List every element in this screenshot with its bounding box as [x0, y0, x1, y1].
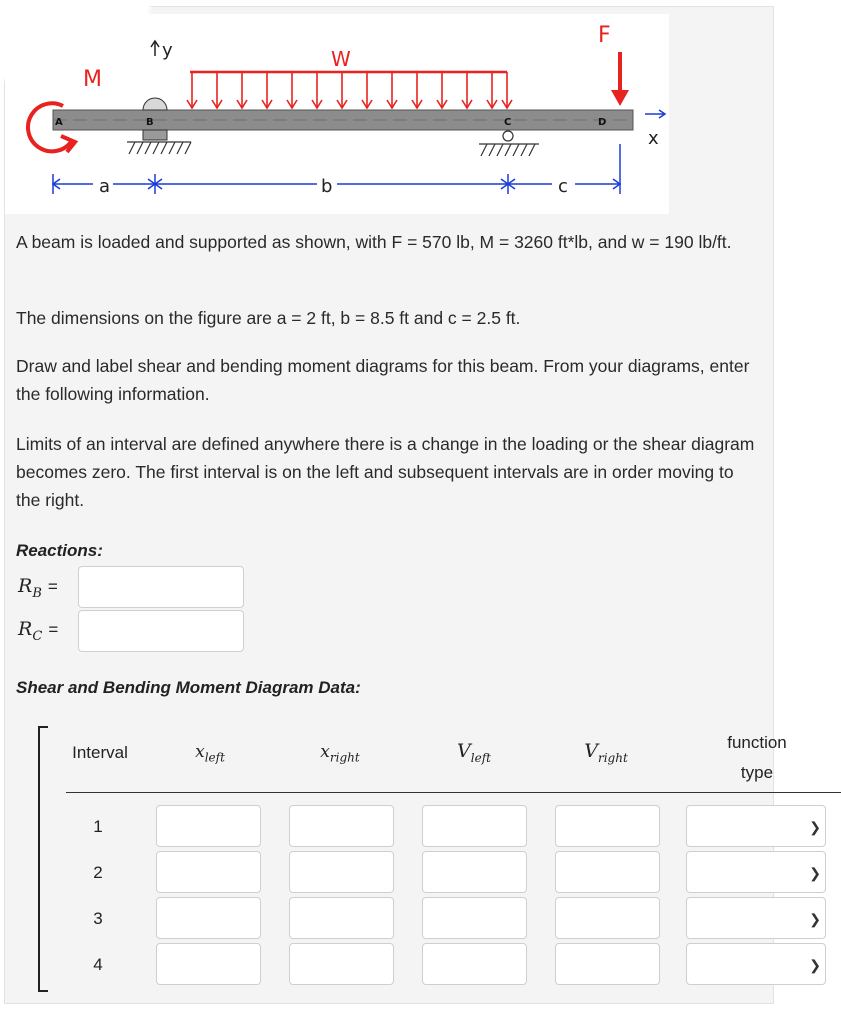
point-b-label: B — [146, 117, 154, 128]
col-header-v-left — [434, 740, 514, 765]
beam-diagram — [5, 14, 669, 214]
chevron-down-icon: ❯ — [809, 819, 821, 835]
x-left-input[interactable] — [156, 805, 261, 847]
x-right-symbol: x — [320, 742, 330, 762]
y-axis-label: y — [162, 40, 173, 61]
interval-number: 1 — [93, 817, 103, 836]
v-left-input[interactable] — [422, 851, 527, 893]
table-bracket — [38, 726, 48, 992]
x-left-subscript: left — [204, 750, 225, 765]
x-right-input[interactable] — [289, 897, 394, 939]
v-left-subscript: left — [470, 750, 491, 765]
dim-a-label: a — [99, 176, 111, 197]
distributed-load-arrows — [187, 72, 512, 108]
col-header-x-right — [300, 742, 380, 764]
rb-input[interactable] — [78, 566, 244, 608]
col-header-v-right — [566, 740, 646, 765]
function-type-select[interactable] — [686, 851, 826, 893]
beam-figure — [5, 14, 669, 214]
point-d-label: D — [598, 117, 607, 128]
pin-support-b — [143, 98, 167, 110]
dim-b-label: b — [321, 176, 333, 197]
x-axis-label: x — [648, 128, 659, 149]
x-left-input[interactable] — [156, 897, 261, 939]
interval-number: 4 — [93, 955, 103, 974]
ground-hatch-c — [479, 144, 539, 156]
rb-label — [18, 575, 58, 601]
x-left-input[interactable] — [156, 943, 261, 985]
roller-support-c — [503, 131, 513, 141]
col-header-function-type — [710, 728, 804, 788]
rb-subscript: B — [32, 585, 42, 601]
v-right-input[interactable] — [555, 851, 660, 893]
interval-definition: Limits of an interval are defined anywhere there is a change in the loading or the shear diagram becomes zero. The first interval is on the left and subsequent intervals are in order moving to the right. — [16, 434, 755, 510]
load-w-label: W — [331, 47, 351, 71]
function-type-line2: type — [740, 763, 774, 782]
function-type-select[interactable] — [686, 897, 826, 939]
v-right-subscript: right — [597, 750, 628, 765]
diagram-data-heading: Shear and Bending Moment Diagram Data: — [16, 678, 361, 697]
rc-symbol: R — [18, 618, 33, 640]
rc-equals: = — [48, 620, 59, 639]
v-left-input[interactable] — [422, 943, 527, 985]
chevron-down-icon: ❯ — [809, 911, 821, 927]
chevron-down-icon: ❯ — [809, 957, 821, 973]
point-c-label: C — [504, 117, 512, 128]
ground-hatch-b — [127, 142, 191, 154]
v-left-input[interactable] — [422, 897, 527, 939]
interval-number: 2 — [93, 863, 103, 882]
x-right-input[interactable] — [289, 851, 394, 893]
x-left-input[interactable] — [156, 851, 261, 893]
table-header-rule — [66, 792, 841, 793]
x-right-input[interactable] — [289, 805, 394, 847]
problem-statement-dimensions: The dimensions on the figure are a = 2 ft, b = 8.5 ft and c = 2.5 ft. — [16, 308, 521, 328]
rc-input[interactable] — [78, 610, 244, 652]
x-left-symbol: x — [195, 742, 205, 762]
v-right-symbol: V — [584, 740, 598, 762]
v-right-input[interactable] — [555, 805, 660, 847]
v-right-input[interactable] — [555, 897, 660, 939]
rc-label — [18, 618, 58, 644]
col-header-interval: Interval — [72, 743, 128, 762]
reactions-heading: Reactions: — [16, 541, 103, 560]
v-left-input[interactable] — [422, 805, 527, 847]
rb-symbol: R — [18, 575, 33, 597]
x-right-input[interactable] — [289, 943, 394, 985]
v-right-input[interactable] — [555, 943, 660, 985]
rb-equals: = — [47, 577, 58, 596]
problem-instructions: Draw and label shear and bending moment diagrams for this beam. From your diagrams, enter the following information. — [16, 356, 750, 404]
x-right-subscript: right — [329, 750, 360, 765]
function-type-select[interactable] — [686, 943, 826, 985]
moment-label: M — [83, 67, 102, 92]
force-f-label: F — [598, 23, 611, 48]
v-left-symbol: V — [457, 740, 471, 762]
function-type-select[interactable] — [686, 805, 826, 847]
chevron-down-icon: ❯ — [809, 865, 821, 881]
function-type-line1: function — [727, 733, 787, 752]
point-a-label: A — [55, 117, 63, 128]
problem-statement-loads: A beam is loaded and supported as shown, with F = 570 lb, M = 3260 ft*lb, and w = 190 lb/ft. — [16, 232, 732, 252]
interval-number: 3 — [93, 909, 103, 928]
dim-c-label: c — [558, 176, 568, 197]
col-header-x-left — [170, 742, 250, 764]
rc-subscript: C — [32, 628, 43, 644]
